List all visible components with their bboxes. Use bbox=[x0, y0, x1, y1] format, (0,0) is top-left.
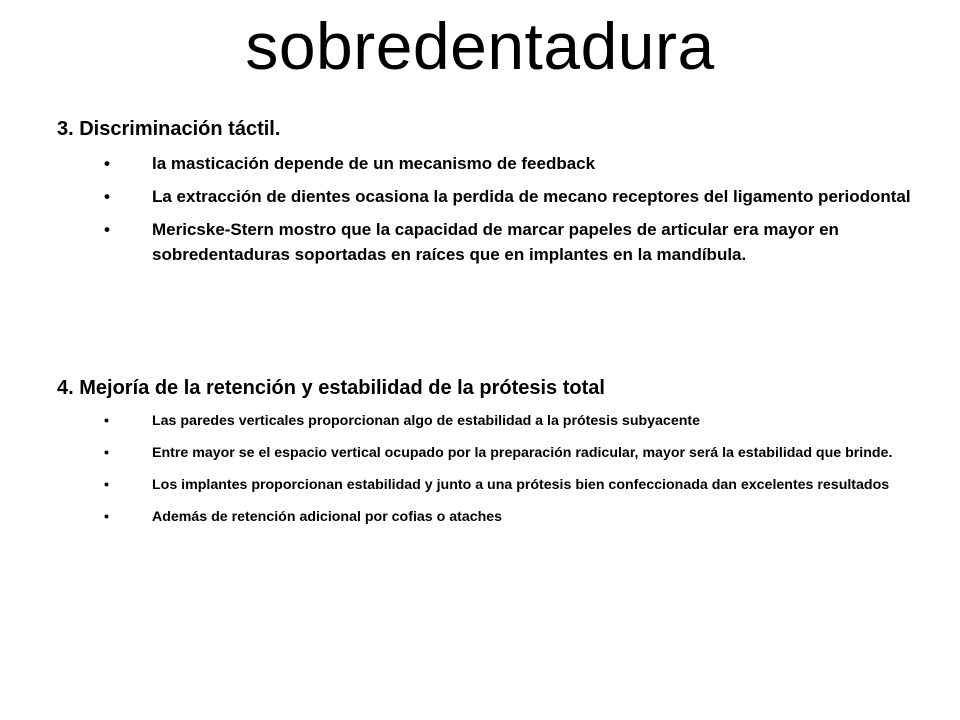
bullet-item bbox=[57, 184, 912, 209]
bullet-text: Además de retención adicional por cofias o ataches bbox=[152, 509, 503, 525]
bullet-item bbox=[57, 474, 910, 496]
section-heading: 4. Mejoría de la retención y estabilidad de la prótesis total bbox=[57, 377, 605, 399]
section-retention-stability bbox=[57, 375, 917, 538]
bullet-text: Las paredes verticales proporcionan algo de estabilidad a la prótesis subyacente bbox=[152, 413, 700, 429]
bullet-item bbox=[57, 506, 910, 528]
bullet-icon: • bbox=[104, 509, 109, 525]
bullet-list bbox=[57, 410, 917, 528]
bullet-item bbox=[57, 151, 912, 176]
bullet-icon: • bbox=[104, 154, 110, 173]
bullet-item bbox=[57, 410, 910, 432]
slide-title: sobredentadura bbox=[245, 9, 715, 83]
bullet-icon: • bbox=[104, 413, 109, 429]
bullet-text: la masticación depende de un mecanismo de feedback bbox=[152, 154, 596, 173]
bullet-icon: • bbox=[104, 187, 110, 206]
bullet-text: Los implantes proporcionan estabilidad y junto a una prótesis bien confeccionada dan excelentes resultados bbox=[152, 477, 890, 493]
section-heading: 3. Discriminación táctil. bbox=[57, 118, 281, 140]
bullet-icon: • bbox=[104, 220, 110, 239]
section-tactile-discrimination bbox=[57, 116, 917, 275]
bullet-icon: • bbox=[104, 477, 109, 493]
bullet-list bbox=[57, 151, 917, 267]
bullet-item bbox=[57, 442, 910, 464]
bullet-text: Mericske-Stern mostro que la capacidad de marcar papeles de articular era mayor en sobredentaduras soportadas en raíces que en implantes en la mandíbula. bbox=[152, 220, 839, 264]
bullet-item bbox=[57, 217, 912, 267]
bullet-icon: • bbox=[104, 445, 109, 461]
bullet-text: Entre mayor se el espacio vertical ocupado por la preparación radicular, mayor será la estabilidad que brinde. bbox=[152, 445, 893, 461]
bullet-text: La extracción de dientes ocasiona la perdida de mecano receptores del ligamento periodontal bbox=[152, 187, 911, 206]
